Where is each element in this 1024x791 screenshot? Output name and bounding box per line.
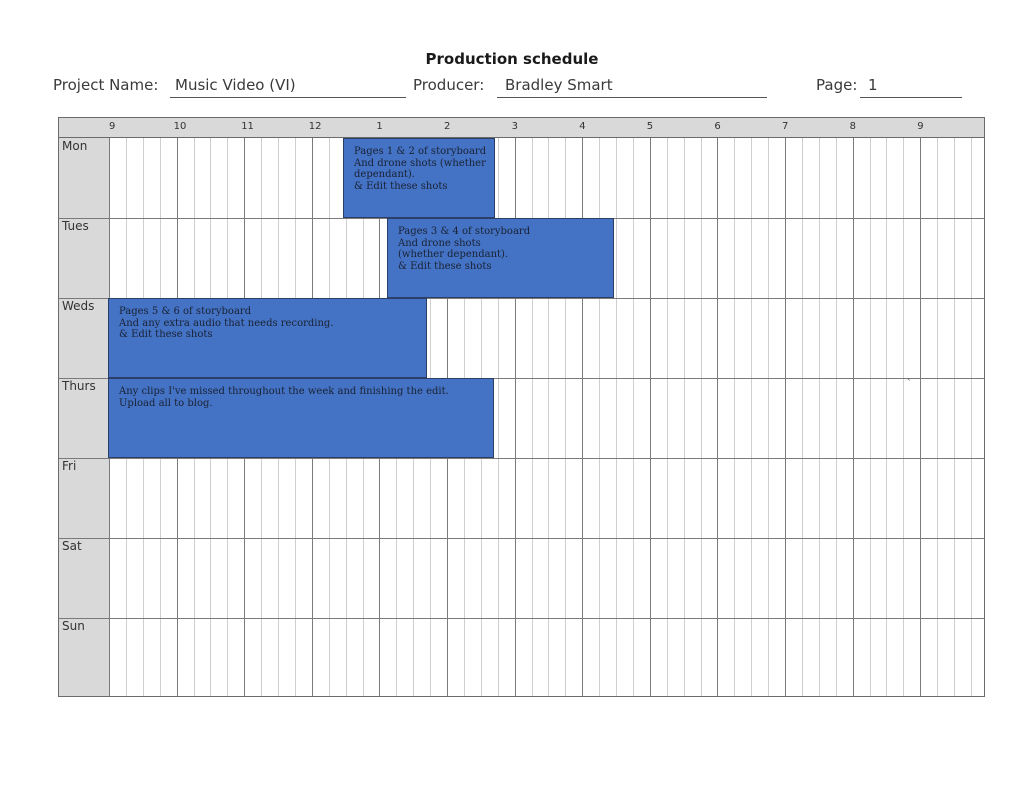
hour-gridline bbox=[785, 138, 786, 696]
quarter-gridline bbox=[684, 138, 685, 696]
day-label-thurs: Thurs bbox=[62, 379, 96, 393]
quarter-gridline bbox=[751, 138, 752, 696]
day-label-sun: Sun bbox=[62, 619, 85, 633]
quarter-gridline bbox=[971, 138, 972, 696]
hour-label: 7 bbox=[782, 121, 789, 132]
day-row-divider bbox=[59, 458, 984, 459]
producer-label: Producer: bbox=[413, 76, 485, 94]
hour-header-row bbox=[59, 118, 984, 138]
quarter-gridline bbox=[886, 138, 887, 696]
page-underline bbox=[860, 97, 962, 98]
hour-label: 11 bbox=[241, 121, 254, 132]
hour-label: 9 bbox=[917, 121, 924, 132]
producer-underline bbox=[497, 97, 767, 98]
project-name-underline bbox=[170, 97, 406, 98]
quarter-gridline bbox=[937, 138, 938, 696]
day-label-weds: Weds bbox=[62, 299, 95, 313]
quarter-gridline bbox=[802, 138, 803, 696]
day-label-sat: Sat bbox=[62, 539, 82, 553]
hour-label: 10 bbox=[173, 121, 187, 132]
schedule-block-thurs: Any clips I've missed throughout the week and finishing the edit. Upload all to blog. bbox=[108, 378, 494, 458]
schedule-block-weds: Pages 5 & 6 of storyboard And any extra audio that needs recording. & Edit these shots bbox=[108, 298, 427, 378]
day-row-divider bbox=[59, 538, 984, 539]
day-label-mon: Mon bbox=[62, 139, 88, 153]
page-value: 1 bbox=[868, 76, 878, 94]
schedule-block-mon: Pages 1 & 2 of storyboard And drone shots (whether dependant). & Edit these shots bbox=[343, 138, 495, 218]
page-label: Page: bbox=[816, 76, 858, 94]
quarter-gridline bbox=[633, 138, 634, 696]
quarter-gridline bbox=[819, 138, 820, 696]
project-name-value: Music Video (VI) bbox=[175, 76, 296, 94]
hour-label: 9 bbox=[109, 121, 116, 132]
quarter-gridline bbox=[836, 138, 837, 696]
quarter-gridline bbox=[667, 138, 668, 696]
quarter-gridline bbox=[870, 138, 871, 696]
quarter-gridline bbox=[616, 138, 617, 696]
hour-gridline bbox=[717, 138, 718, 696]
day-row-divider bbox=[59, 618, 984, 619]
schedule-title: Production schedule bbox=[425, 50, 599, 68]
hour-label: 3 bbox=[511, 121, 518, 132]
hour-gridline bbox=[650, 138, 651, 696]
schedule-grid bbox=[58, 117, 985, 697]
stray-mark: ` bbox=[907, 379, 912, 389]
project-name-label: Project Name: bbox=[53, 76, 159, 94]
hour-label: 1 bbox=[376, 121, 383, 132]
hour-label: 5 bbox=[646, 121, 654, 132]
hour-gridline bbox=[920, 138, 921, 696]
hour-label: 4 bbox=[579, 121, 586, 132]
quarter-gridline bbox=[734, 138, 735, 696]
quarter-gridline bbox=[903, 138, 904, 696]
hour-label: 2 bbox=[444, 121, 451, 132]
hour-label: 6 bbox=[714, 121, 721, 132]
hour-label: 12 bbox=[308, 121, 322, 132]
schedule-block-tues: Pages 3 & 4 of storyboard And drone shots (whether dependant). & Edit these shots bbox=[387, 218, 614, 298]
producer-value: Bradley Smart bbox=[505, 76, 613, 94]
hour-gridline bbox=[853, 138, 854, 696]
day-label-tues: Tues bbox=[62, 219, 89, 233]
hour-label: 8 bbox=[849, 121, 856, 132]
quarter-gridline bbox=[701, 138, 702, 696]
day-label-fri: Fri bbox=[62, 459, 77, 473]
quarter-gridline bbox=[954, 138, 955, 696]
quarter-gridline bbox=[768, 138, 769, 696]
